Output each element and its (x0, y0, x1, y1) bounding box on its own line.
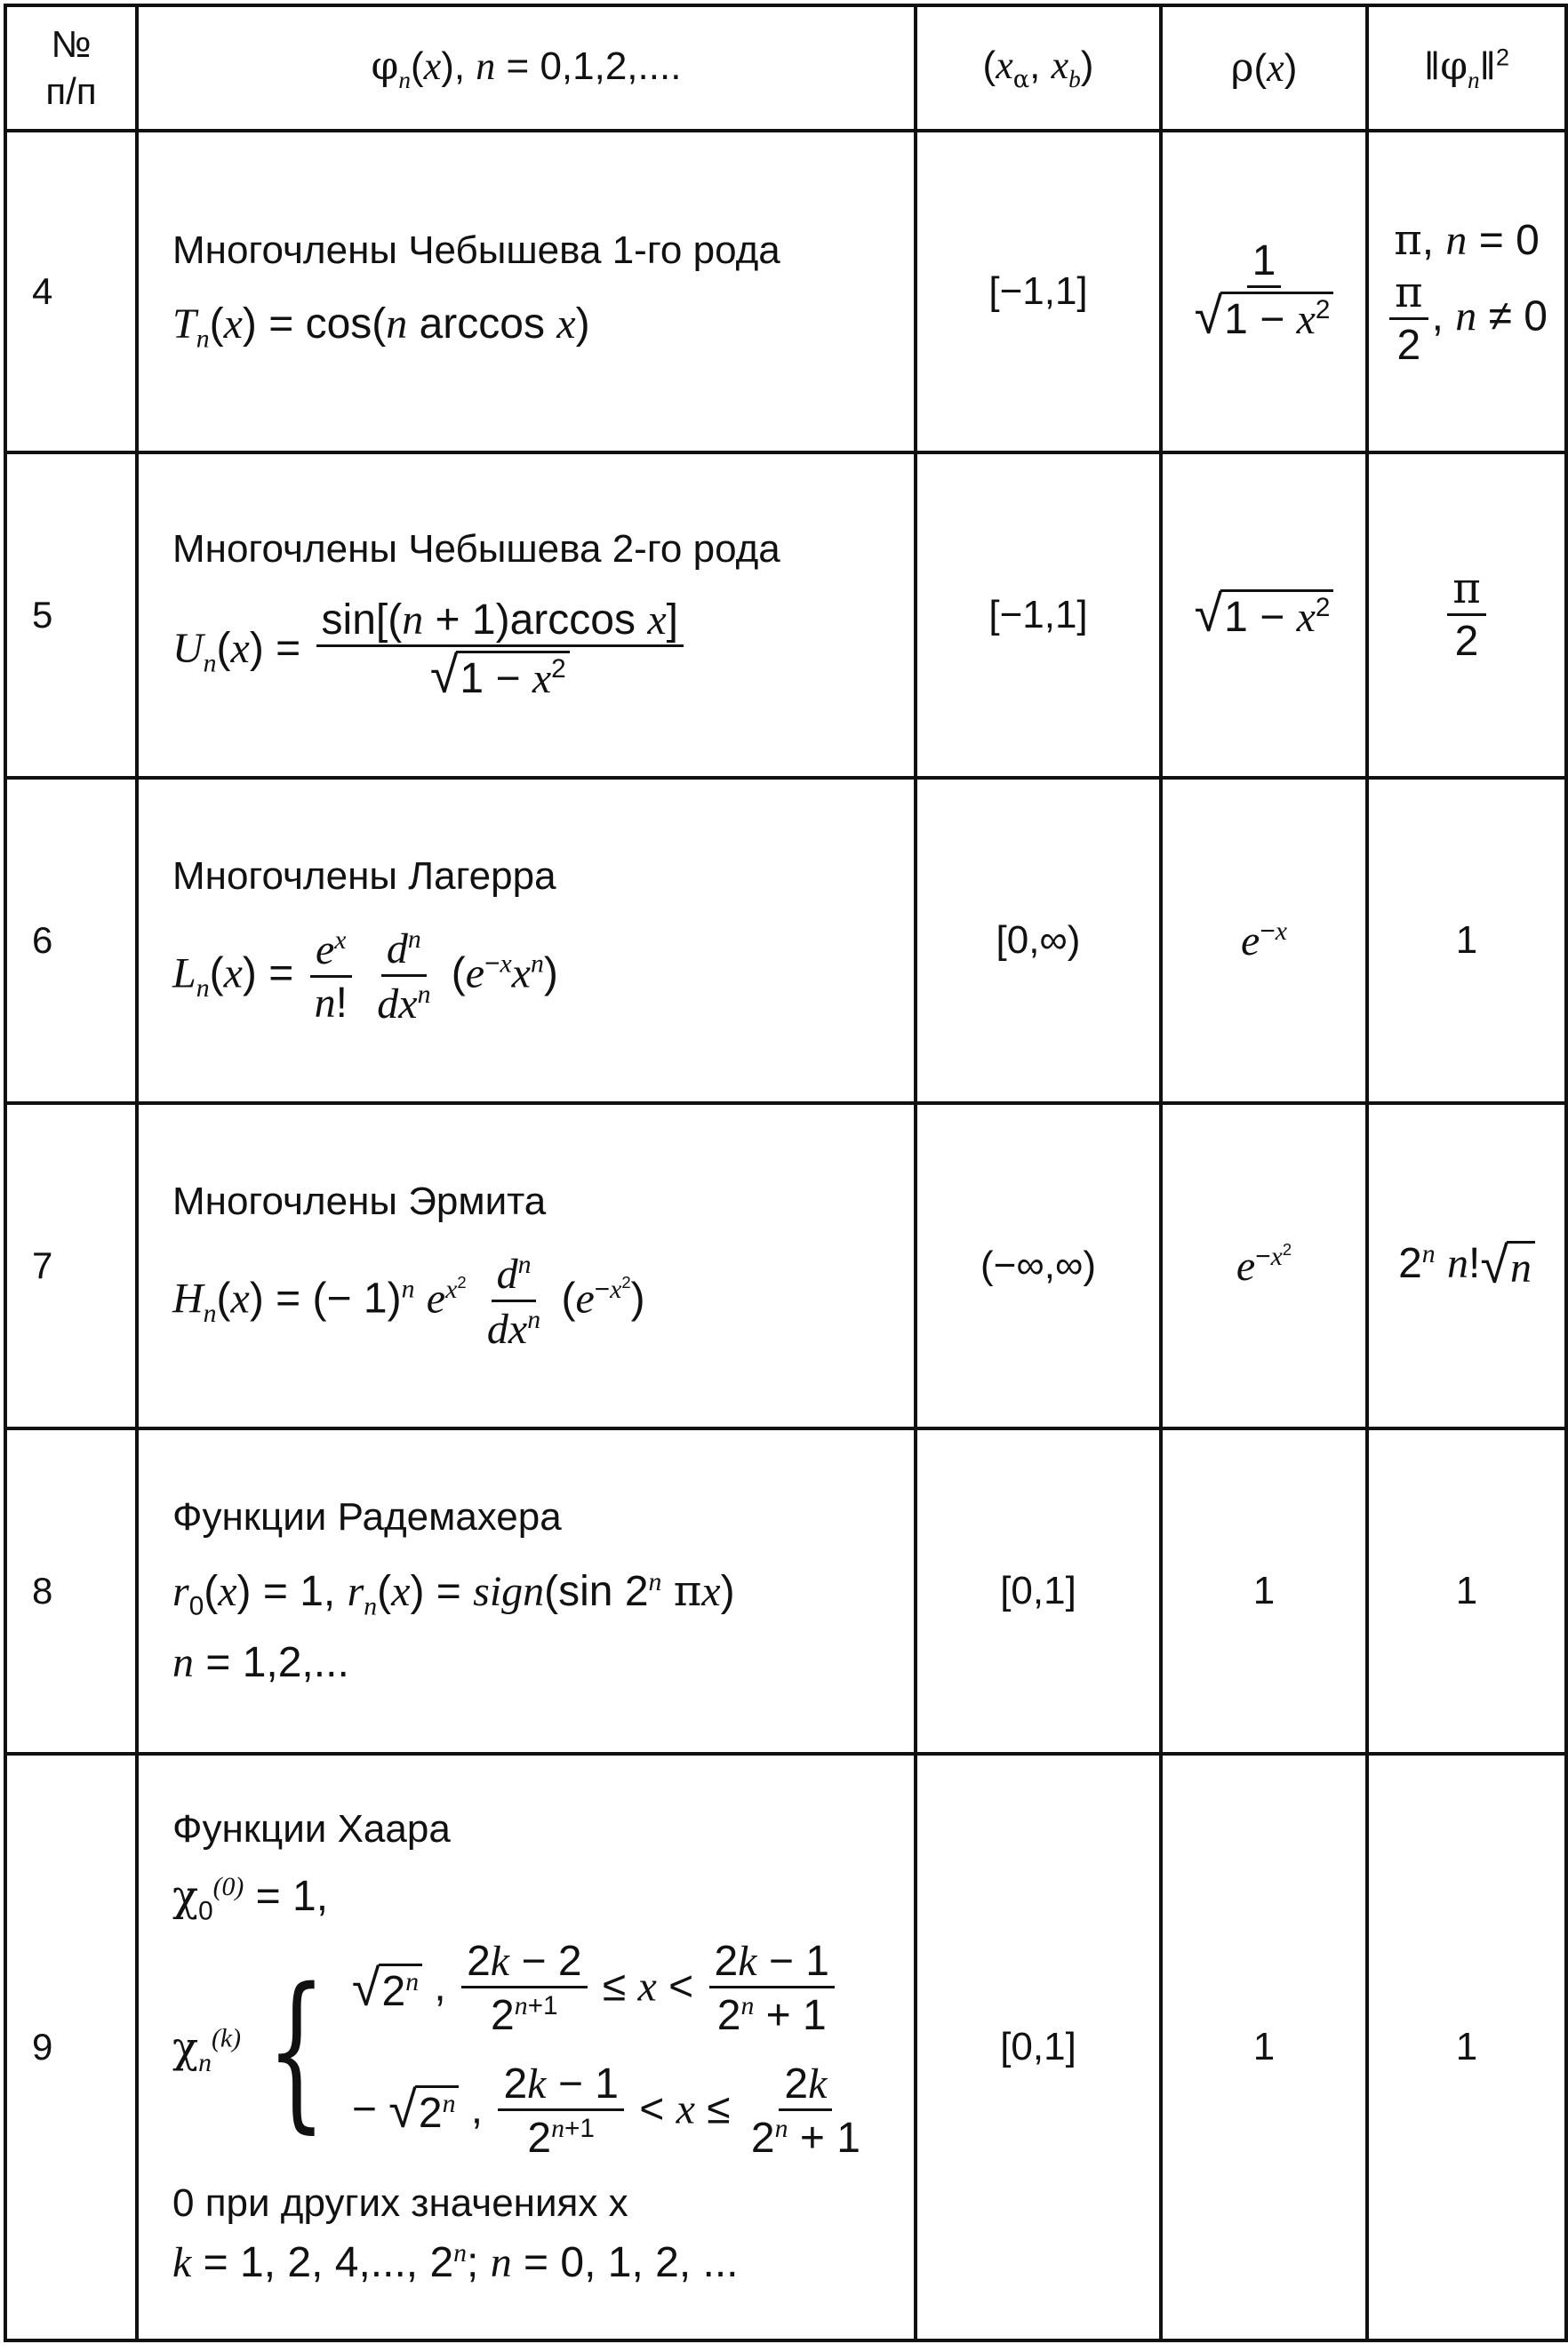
function-formula: $H_n(x)$ = (− 1)$^n$ $e^{x^2}$ $\frac{d^n}{dx^n}$ $(e^{-x^2})$ (172, 1250, 645, 1353)
norm-cell: 1 (1367, 778, 1566, 1103)
function-cell (137, 131, 916, 452)
function-range: k = 1, 2, 4,..., 2$^n$; n = 0, 1, 2, ... (172, 2237, 739, 2286)
norm-cell: 1 (1367, 1754, 1566, 2340)
weight-cell: 1 (1161, 1754, 1367, 2340)
weight-cell: $e^{-x^2}$ (1161, 1103, 1367, 1428)
function-cell (137, 1428, 916, 1754)
table-row (5, 1103, 1566, 1428)
header-norm: $‖\varphi_n‖^2$ (1367, 5, 1566, 131)
row-number: 9 (5, 1754, 137, 2340)
function-title: Функции Хаара (172, 1807, 451, 1852)
function-title: Многочлены Чебышева 2-го рода (172, 526, 780, 571)
function-formula: $L_n(x)$ = $\frac{e^x}{n!}$ $\frac{d^n}{dx^n}$ $(e^{-x}x^n)$ (172, 924, 558, 1028)
header-num: № п/п (5, 5, 137, 131)
function-piecewise: $\chi_n^{(k)}$ { √ 2$^n$ , $\frac{2k - 2}{2^{n+1}}$ ≤ x < $\frac{2k - 1}{2^n + 1}$ − √ 2$^n$ , $\frac{2k - 1}{2^{n+1}}$ < x ≤ $\frac{2k}{2^n + 1}$ (172, 1938, 860, 2163)
table-header-row (5, 5, 1566, 131)
table-row (5, 1754, 1566, 2340)
interval-cell: [0,∞) (916, 778, 1161, 1103)
function-cell (137, 778, 916, 1103)
weight-cell: 1 (1161, 1428, 1367, 1754)
table-row (5, 452, 1566, 778)
interval-cell: [0,1] (916, 1754, 1161, 2340)
function-formula: $U_n(x)$ = sin[(n + 1)arccos x] √ $1 - x^2$ (172, 598, 914, 703)
header-interval: ($x_\alpha$, $x_b$) (916, 5, 1161, 131)
function-cell (137, 1103, 916, 1428)
function-cell (137, 452, 916, 778)
row-number: 4 (5, 131, 137, 452)
interval-cell: (−∞,∞) (916, 1103, 1161, 1428)
function-title: Многочлены Чебышева 1-го рода (172, 228, 780, 273)
norm-cell: 2$^n$ n! √ n (1367, 1103, 1566, 1428)
row-number: 5 (5, 452, 137, 778)
function-formula: $\chi_0^{(0)} = 1$, (172, 1871, 329, 1927)
orthogonal-functions-table (4, 4, 1568, 2342)
function-formula: $r_0(x) = 1$, $r_n(x)$ = sign(sin 2$^n$ πx) (172, 1566, 735, 1621)
table-row (5, 131, 1566, 452)
row-number: 8 (5, 1428, 137, 1754)
interval-cell: [−1,1] (916, 131, 1161, 452)
row-number: 7 (5, 1103, 137, 1428)
function-extra: n = 1,2,... (172, 1638, 349, 1686)
weight-cell: √ $1 - x^2$ (1161, 452, 1367, 778)
norm-cell: $\frac{\pi}{2}$ (1367, 452, 1566, 778)
function-title: Многочлены Лагерра (172, 854, 556, 899)
function-title: Многочлены Эрмита (172, 1180, 547, 1224)
row-number: 6 (5, 778, 137, 1103)
header-function: $\varphi_n(x)$, n = 0,1,2,.... (137, 5, 916, 131)
function-formula: $T_n(x) = \cos(n$ arccos x) (172, 300, 590, 354)
function-note: 0 при других значениях х (172, 2180, 628, 2225)
function-cell (137, 1754, 916, 2340)
norm-cell: 1 (1367, 1428, 1566, 1754)
function-title: Функции Радемахера (172, 1495, 562, 1540)
interval-cell: [−1,1] (916, 452, 1161, 778)
table-row (5, 778, 1566, 1103)
weight-cell: 1 √ $1 - x^2$ (1161, 131, 1367, 452)
interval-cell: [0,1] (916, 1428, 1161, 1754)
weight-cell: $e^{-x}$ (1161, 778, 1367, 1103)
table-row (5, 1428, 1566, 1754)
norm-cell: π, n = 0 $\frac{\pi}{2}$ , n ≠ 0 (1367, 131, 1566, 452)
header-weight: ρ(x) (1161, 5, 1367, 131)
